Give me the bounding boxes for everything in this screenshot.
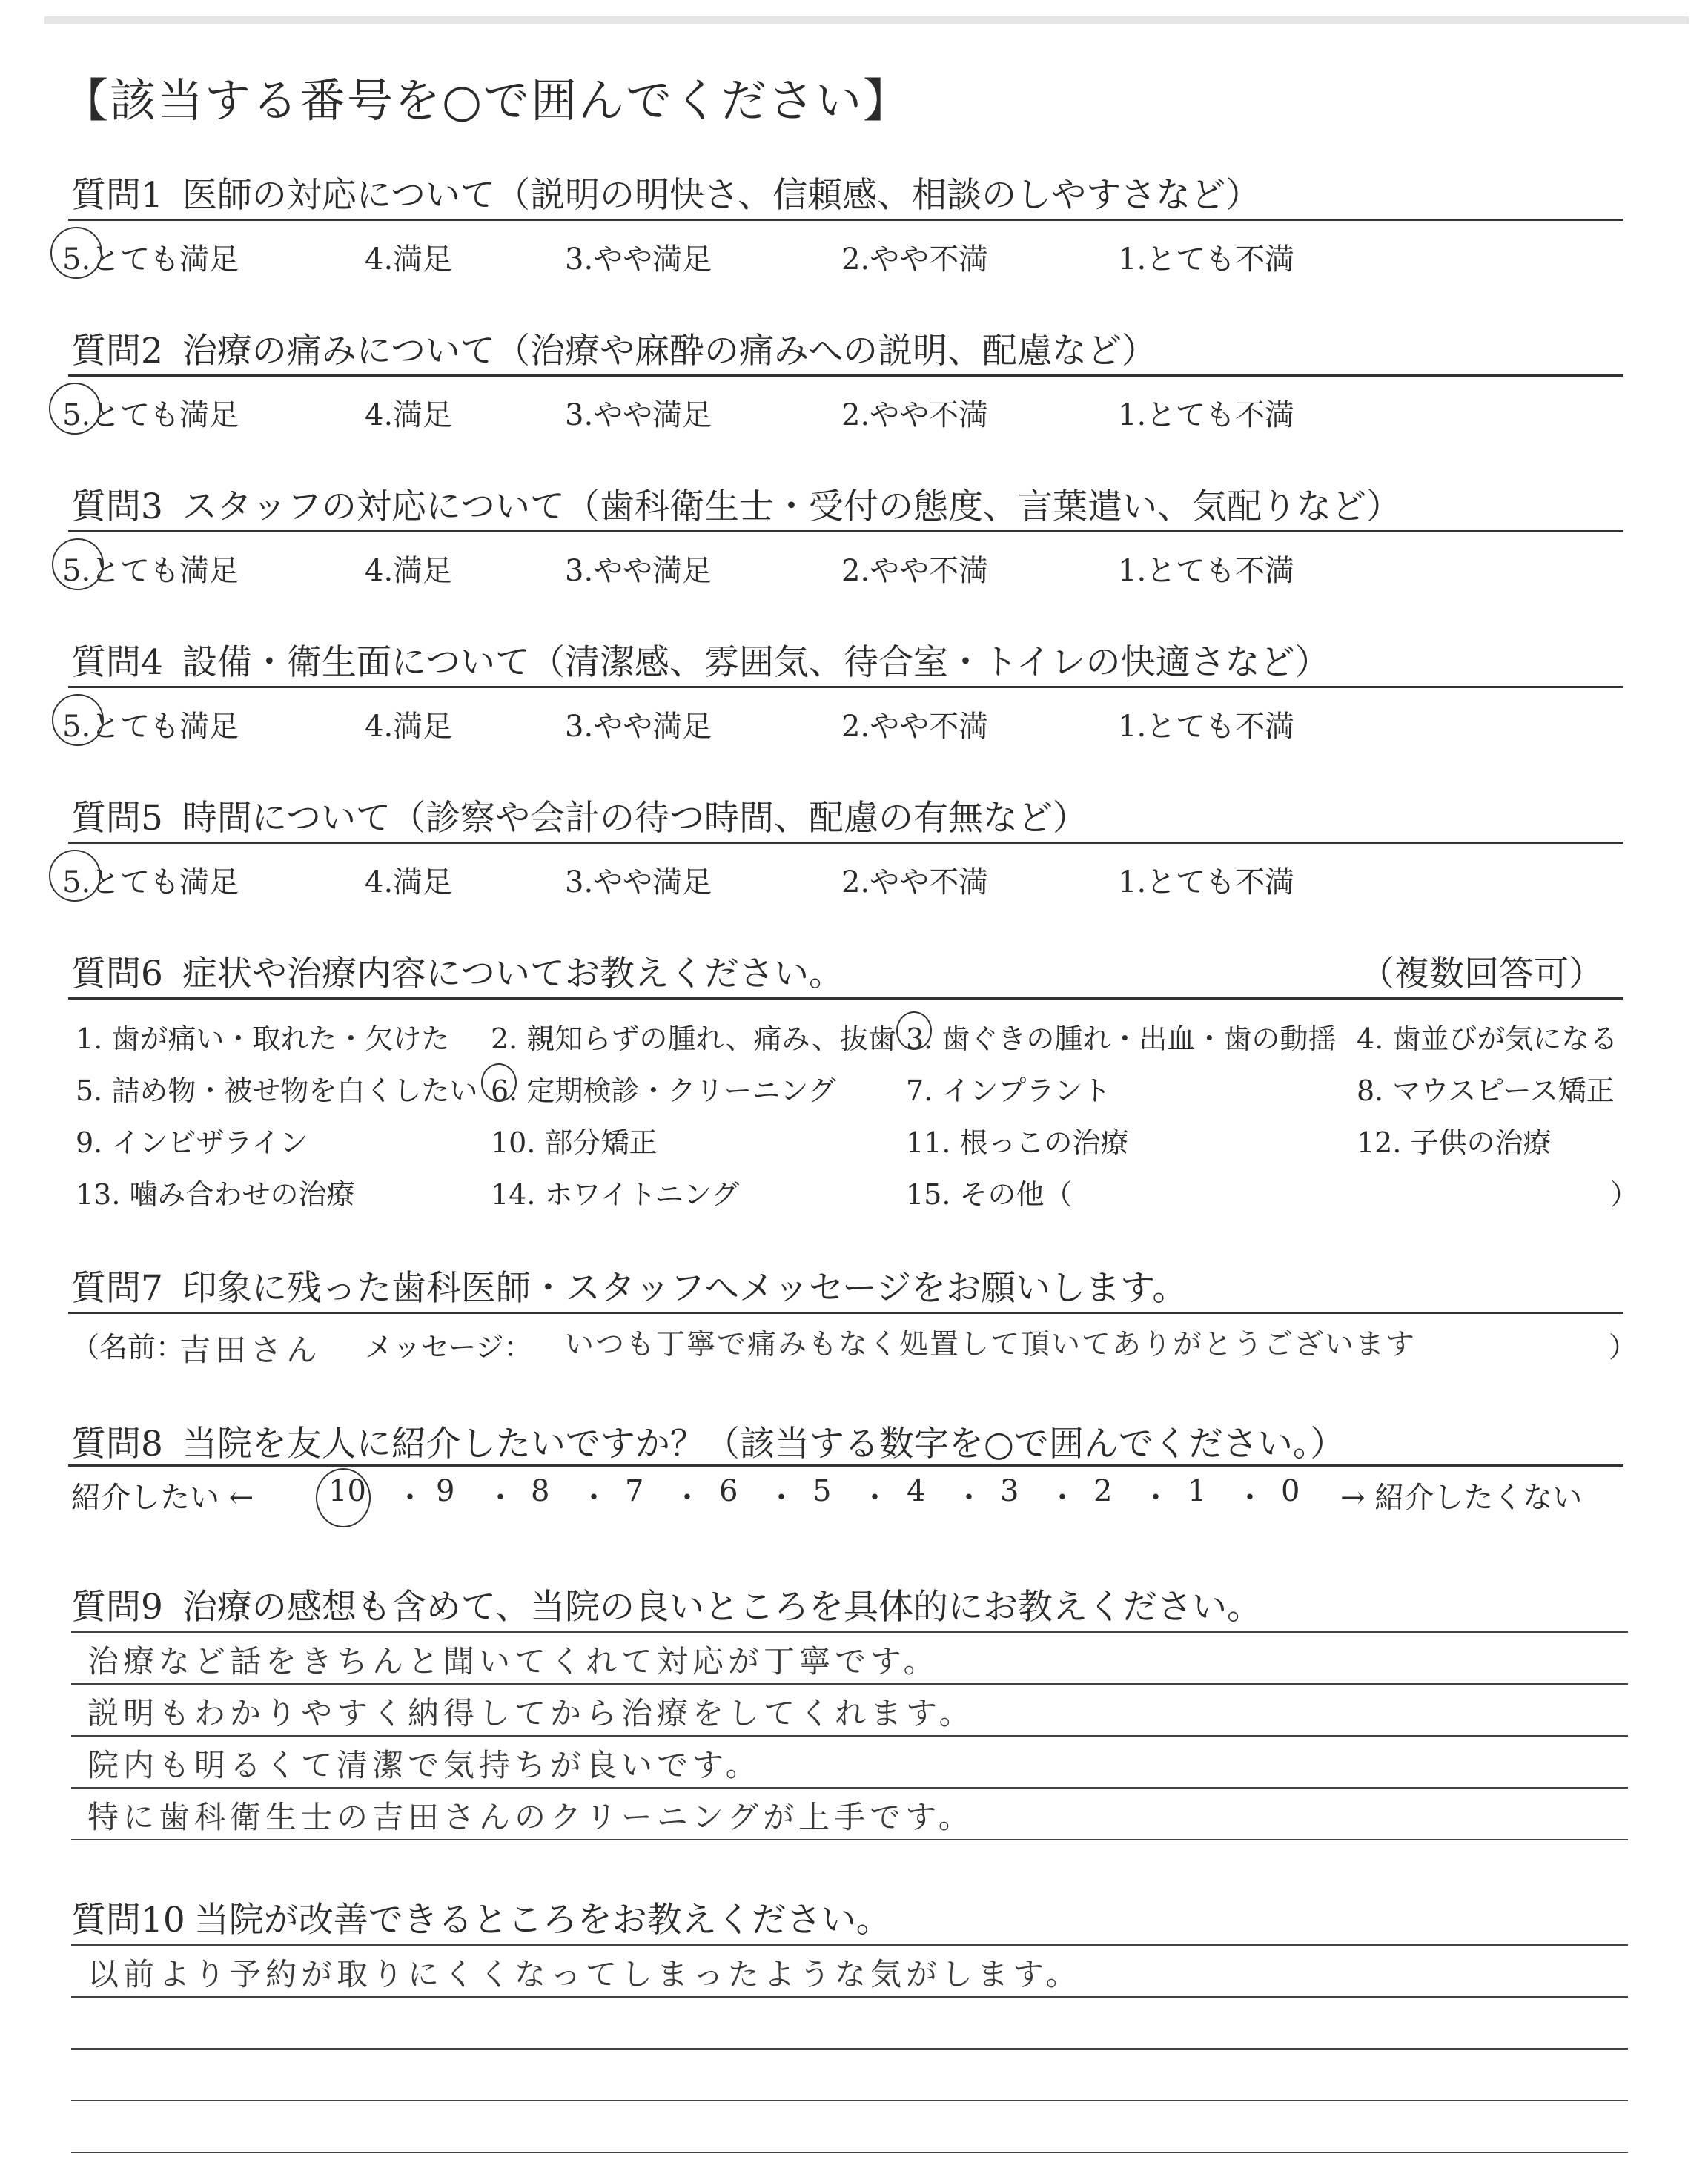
rating-option-4[interactable]: 4.満足	[365, 242, 453, 277]
question-6-rule	[68, 997, 1623, 1000]
answer-line	[71, 1683, 1628, 1685]
question-8: 質問8 当院を友人に紹介したいですか？（該当する数字を○で囲んでください。）	[71, 1424, 1345, 1464]
answer-line	[71, 1944, 1628, 1946]
rating-option-2[interactable]: 2.やや不満	[841, 398, 989, 432]
rating-option-5[interactable]: 5.とても満足	[62, 865, 239, 899]
q8-dot: ・	[1235, 1481, 1265, 1515]
q8-dot: ・	[767, 1481, 796, 1515]
q6-item-3[interactable]: 3. 歯ぐきの腫れ・出血・歯の動揺	[906, 1023, 1337, 1055]
q8-dot: ・	[672, 1481, 702, 1515]
question-4-rule	[68, 686, 1623, 688]
q6-item-10[interactable]: 10. 部分矯正	[491, 1126, 658, 1159]
rating-option-5[interactable]: 5.とても満足	[62, 242, 239, 277]
scan-top-edge	[44, 16, 1689, 24]
q7-close-paren: ）	[1609, 1331, 1638, 1364]
question-1-rule	[68, 219, 1623, 221]
rating-option-3[interactable]: 3.やや満足	[565, 242, 712, 277]
q8-score-10[interactable]: 10	[328, 1474, 366, 1508]
question-7: 質問7 印象に残った歯科医師・スタッフへメッセージをお願いします。	[71, 1268, 1188, 1309]
q6-item-1[interactable]: 1. 歯が痛い・取れた・欠けた	[76, 1023, 450, 1055]
q8-score-1[interactable]: 1	[1188, 1474, 1207, 1508]
rating-option-3[interactable]: 3.やや満足	[565, 554, 712, 588]
q8-dot: ・	[486, 1481, 515, 1515]
q9-answer-line-3[interactable]: 院内も明るくて清潔で気持ちが良いです。	[87, 1747, 761, 1783]
question-5: 質問5 時間について（診察や会計の待つ時間、配慮の有無など）	[71, 798, 1088, 839]
rating-option-5[interactable]: 5.とても満足	[62, 710, 239, 744]
q9-answer-line-4[interactable]: 特に歯科衛生士の吉田さんのクリーニングが上手です。	[87, 1799, 974, 1835]
question-8-rule	[68, 1464, 1623, 1467]
selection-circle	[481, 1063, 517, 1102]
question-3-rule	[68, 530, 1623, 532]
q7-name-label: （名前：	[71, 1331, 185, 1364]
rating-option-2[interactable]: 2.やや不満	[841, 554, 989, 588]
q8-dot: ・	[395, 1481, 425, 1515]
q6-item-8[interactable]: 8. マウスピース矯正	[1357, 1074, 1615, 1107]
question-2-rule	[68, 374, 1623, 377]
rating-option-1[interactable]: 1.とても不満	[1118, 242, 1295, 277]
q6-item-15-close: ）	[1610, 1178, 1639, 1211]
q8-dot: ・	[1141, 1481, 1171, 1515]
rating-option-5[interactable]: 5.とても満足	[62, 554, 239, 588]
answer-line	[71, 2152, 1628, 2153]
rating-option-2[interactable]: 2.やや不満	[841, 242, 989, 277]
q6-item-14[interactable]: 14. ホワイトニング	[491, 1178, 740, 1211]
answer-line	[71, 1839, 1628, 1840]
q8-score-4[interactable]: 4	[907, 1474, 926, 1508]
q8-score-7[interactable]: 7	[625, 1474, 644, 1508]
selection-circle	[316, 1468, 371, 1527]
question-5-rule	[68, 842, 1623, 844]
page-title: 【該当する番号を○で囲んでください】	[62, 73, 911, 128]
selection-circle	[49, 383, 101, 435]
question-1: 質問1 医師の対応について（説明の明快さ、信頼感、相談のしやすさなど）	[71, 175, 1261, 216]
answer-line	[71, 1787, 1628, 1789]
q8-dot: ・	[579, 1481, 609, 1515]
rating-option-1[interactable]: 1.とても不満	[1118, 398, 1295, 432]
rating-option-4[interactable]: 4.満足	[365, 865, 453, 899]
rating-option-2[interactable]: 2.やや不満	[841, 710, 989, 744]
rating-option-4[interactable]: 4.満足	[365, 710, 453, 744]
q7-name-handwritten[interactable]: 吉田さん	[179, 1332, 322, 1368]
q8-score-9[interactable]: 9	[436, 1474, 455, 1508]
question-4: 質問4 設備・衛生面について（清潔感、雰囲気、待合室・トイレの快適さなど）	[71, 642, 1330, 683]
q6-item-13[interactable]: 13. 噛み合わせの治療	[76, 1178, 355, 1211]
selection-circle	[52, 694, 104, 746]
rating-option-1[interactable]: 1.とても不満	[1118, 865, 1295, 899]
rating-option-2[interactable]: 2.やや不満	[841, 865, 989, 899]
q8-scale-left-label: 紹介したい ←	[71, 1481, 254, 1515]
rating-option-1[interactable]: 1.とても不満	[1118, 710, 1295, 744]
rating-option-3[interactable]: 3.やや満足	[565, 710, 712, 744]
q8-score-8[interactable]: 8	[531, 1474, 550, 1508]
answer-line	[71, 2048, 1628, 2050]
rating-option-3[interactable]: 3.やや満足	[565, 398, 712, 432]
question-7-rule	[68, 1312, 1623, 1314]
question-6: 質問6 症状や治療内容についてお教えください。	[71, 954, 844, 994]
q7-message-handwritten[interactable]: いつも丁寧で痛みもなく処置して頂いてありがとうございます	[565, 1328, 1417, 1361]
q8-scale-right-label: → 紹介したくない	[1340, 1481, 1583, 1515]
rating-option-5[interactable]: 5.とても満足	[62, 398, 239, 432]
q8-dot: ・	[860, 1481, 890, 1515]
question-10: 質問10 当院が改善できるところをお教えください。	[71, 1900, 891, 1941]
q6-item-12[interactable]: 12. 子供の治療	[1357, 1126, 1552, 1159]
q8-score-6[interactable]: 6	[719, 1474, 738, 1508]
answer-line	[71, 2100, 1628, 2101]
q8-score-2[interactable]: 2	[1093, 1474, 1113, 1508]
q8-score-0[interactable]: 0	[1281, 1474, 1300, 1508]
selection-circle	[50, 227, 102, 279]
q6-item-15[interactable]: 15. その他（	[906, 1178, 1073, 1211]
q6-item-7[interactable]: 7. インプラント	[906, 1074, 1111, 1107]
q8-score-5[interactable]: 5	[812, 1474, 832, 1508]
q6-item-2[interactable]: 2. 親知らずの腫れ、痛み、抜歯	[491, 1023, 896, 1055]
q6-item-9[interactable]: 9. インビザライン	[76, 1126, 308, 1159]
selection-circle	[896, 1011, 932, 1050]
q8-dot: ・	[1047, 1481, 1077, 1515]
q6-item-11[interactable]: 11. 根っこの治療	[906, 1126, 1129, 1159]
rating-option-4[interactable]: 4.満足	[365, 554, 453, 588]
selection-circle	[49, 850, 101, 902]
rating-option-4[interactable]: 4.満足	[365, 398, 453, 432]
rating-option-3[interactable]: 3.やや満足	[565, 865, 712, 899]
selection-circle	[52, 538, 104, 590]
q10-answer-line-1[interactable]: 以前より予約が取りにくくなってしまったような気がします。	[87, 1956, 1082, 1992]
q6-item-6[interactable]: 6. 定期検診・クリーニング	[491, 1074, 836, 1107]
question-9: 質問9 治療の感想も含めて、当院の良いところを具体的にお教えください。	[71, 1587, 1262, 1628]
answer-line	[71, 1631, 1628, 1633]
q8-dot: ・	[954, 1481, 984, 1515]
q6-item-4[interactable]: 4. 歯並びが気になる	[1357, 1023, 1618, 1055]
question-2: 質問2 治療の痛みについて（治療や麻酔の痛みへの説明、配慮など）	[71, 331, 1157, 371]
q9-answer-line-1[interactable]: 治療など話をきちんと聞いてくれて対応が丁寧です。	[87, 1643, 939, 1680]
q8-score-3[interactable]: 3	[1000, 1474, 1019, 1508]
answer-line	[71, 1996, 1628, 1998]
answer-line	[71, 1735, 1628, 1737]
q9-answer-line-2[interactable]: 説明もわかりやすく納得してから治療をしてくれます。	[87, 1695, 975, 1731]
question-6-note: （複数回答可）	[1360, 954, 1603, 994]
q6-item-5[interactable]: 5. 詰め物・被せ物を白くしたい	[76, 1074, 478, 1107]
rating-option-1[interactable]: 1.とても不満	[1118, 554, 1295, 588]
question-3: 質問3 スタッフの対応について（歯科衛生士・受付の態度、言葉遣い、気配りなど）	[71, 486, 1401, 527]
q7-message-label: メッセージ：	[365, 1331, 532, 1364]
